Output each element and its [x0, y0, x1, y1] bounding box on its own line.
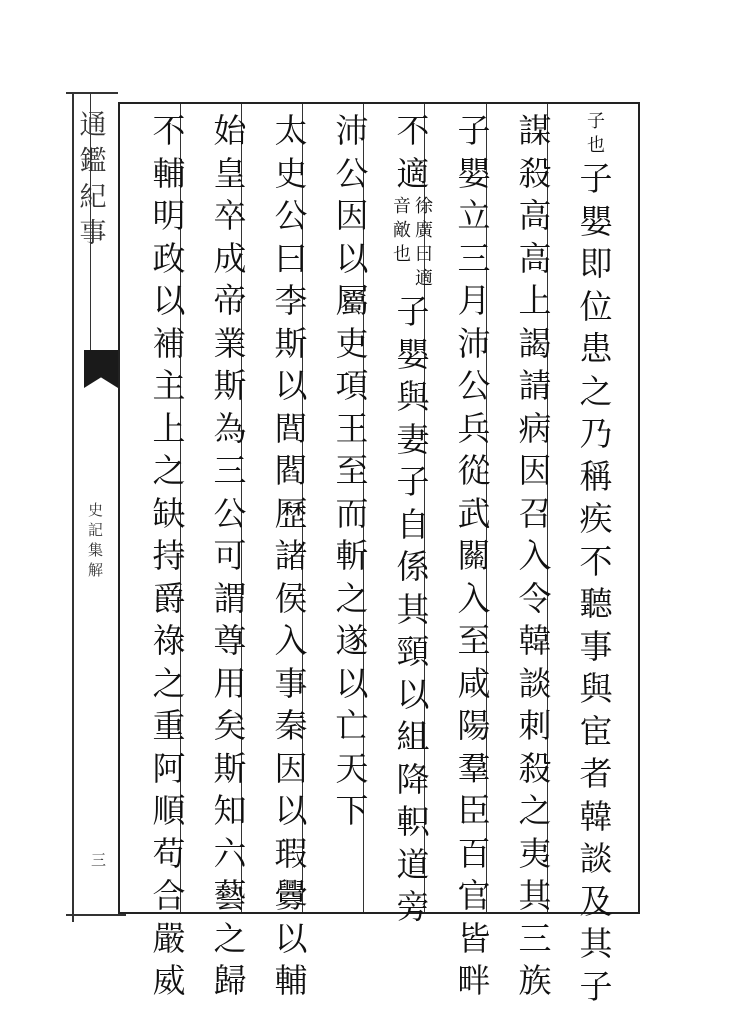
text-char: 閭	[274, 408, 308, 448]
text-char: 談	[579, 839, 613, 878]
text-char: 兵	[457, 408, 491, 448]
text-char: 嬰	[396, 334, 430, 374]
text-char: 子	[457, 111, 491, 150]
text-char: 集	[88, 541, 104, 559]
text-char: 而	[335, 493, 369, 533]
text-char: 族	[518, 961, 552, 1000]
annotation	[585, 110, 607, 158]
text-char: 因	[335, 196, 369, 235]
text-char: 政	[152, 238, 186, 278]
text-char: 乃	[579, 414, 613, 453]
margin-section-label	[88, 500, 103, 580]
text-char: 斯	[274, 323, 308, 363]
text-char: 聽	[579, 584, 613, 623]
text-char: 子	[579, 159, 613, 198]
text-char: 召	[518, 493, 552, 533]
text-char: 阿	[152, 748, 186, 788]
text-char: 及	[579, 881, 613, 921]
text-char: 祿	[152, 621, 186, 660]
text-char: 官	[457, 876, 491, 915]
text-char: 之	[152, 663, 186, 703]
text-frame	[118, 102, 640, 914]
text-char: 以	[274, 918, 308, 958]
text-char: 謂	[213, 578, 247, 618]
text-char: 軹	[396, 802, 430, 841]
annotation-left	[391, 195, 413, 291]
text-char: 之	[152, 451, 186, 490]
text-char: 咸	[457, 663, 491, 703]
text-char: 帝	[213, 281, 247, 320]
text-char: 立	[457, 196, 491, 235]
text-char: 係	[396, 547, 430, 586]
annotation	[391, 195, 435, 291]
text-char: 天	[335, 748, 369, 788]
text-char: 與	[579, 669, 613, 708]
text-char: 侯	[274, 578, 308, 618]
text-char: 事	[579, 626, 613, 666]
text-char: 主	[152, 366, 186, 405]
text-char: 屬	[335, 281, 369, 320]
text-char: 即	[579, 244, 613, 283]
text-column-6	[267, 110, 315, 1000]
text-char: 順	[152, 791, 186, 830]
text-char: 以	[152, 281, 186, 320]
text-char: 重	[152, 706, 186, 745]
text-column-3	[450, 110, 498, 1000]
text-char: 自	[396, 504, 430, 544]
text-char: 之	[335, 578, 369, 618]
text-column-7	[206, 110, 254, 1000]
text-char: 謁	[518, 323, 552, 363]
text-char: 至	[335, 451, 369, 490]
text-char: 之	[213, 918, 247, 958]
text-char: 皇	[213, 153, 247, 193]
text-char: 子	[396, 462, 430, 501]
text-char: 令	[518, 578, 552, 618]
text-char: 因	[518, 451, 552, 490]
text-char: 頸	[396, 632, 430, 671]
text-char: 月	[457, 281, 491, 320]
text-char: 組	[396, 717, 430, 756]
text-char: 關	[457, 536, 491, 575]
text-char: 其	[518, 876, 552, 915]
text-char: 斬	[335, 536, 369, 575]
text-char: 三	[213, 451, 247, 490]
text-char: 李	[274, 281, 308, 320]
text-char: 王	[335, 408, 369, 448]
text-char: 降	[396, 759, 430, 799]
annotation-text	[585, 110, 607, 158]
margin-bottom-rule	[66, 914, 126, 916]
text-char: 補	[152, 323, 186, 363]
text-char: 以	[274, 791, 308, 830]
text-char: 解	[88, 561, 104, 579]
text-char: 羣	[457, 748, 491, 788]
text-char: 史	[88, 501, 104, 519]
text-char: 藝	[213, 876, 247, 915]
text-char: 為	[213, 408, 247, 448]
column-text-rest	[391, 291, 435, 929]
text-char: 高	[518, 196, 552, 235]
text-char: 妻	[396, 419, 430, 459]
page-number: 三	[89, 852, 107, 867]
text-char: 用	[213, 663, 247, 703]
text-char: 史	[274, 153, 308, 193]
annotation-char: 也	[587, 135, 605, 156]
text-char: 不	[579, 541, 613, 581]
text-char: 位	[579, 286, 613, 326]
text-char: 畔	[457, 961, 491, 1000]
text-char: 其	[579, 924, 613, 963]
text-char: 沛	[457, 323, 491, 363]
text-char: 嚴	[152, 918, 186, 958]
text-char: 公	[335, 153, 369, 193]
text-char: 遂	[335, 621, 369, 660]
text-char: 公	[274, 196, 308, 235]
text-char: 入	[457, 578, 491, 618]
text-char: 閻	[274, 451, 308, 490]
text-char: 殺	[518, 748, 552, 788]
text-char: 矣	[213, 706, 247, 745]
text-column-5	[328, 110, 376, 910]
text-char: 嬰	[457, 153, 491, 193]
text-char: 之	[579, 371, 613, 411]
text-char: 適	[396, 153, 430, 193]
text-char: 曰	[274, 238, 308, 278]
text-char: 記	[88, 521, 104, 539]
text-char: 因	[274, 748, 308, 788]
fishtail-mark-icon	[84, 350, 118, 388]
text-column-1	[572, 110, 620, 1006]
text-char: 宦	[579, 711, 613, 751]
text-char: 合	[152, 876, 186, 915]
text-char: 項	[335, 366, 369, 405]
text-char: 刺	[518, 706, 552, 745]
text-char: 秦	[274, 706, 308, 745]
text-column-2	[511, 110, 559, 1000]
text-char: 韓	[579, 796, 613, 836]
text-char: 殺	[518, 153, 552, 193]
text-char: 以	[335, 238, 369, 278]
text-char: 公	[213, 493, 247, 533]
text-char: 歸	[213, 961, 247, 1000]
text-char: 斯	[213, 748, 247, 788]
text-char: 上	[518, 281, 552, 320]
text-char: 道	[396, 844, 430, 884]
text-char: 紀	[79, 182, 107, 213]
text-char: 可	[213, 536, 247, 575]
text-char: 至	[457, 621, 491, 660]
text-char: 歷	[274, 493, 308, 533]
text-char: 子	[579, 966, 613, 1006]
text-char: 輔	[274, 961, 308, 1000]
text-char: 下	[335, 791, 369, 830]
text-char: 通	[79, 110, 107, 141]
annotation-char: 徐	[415, 196, 433, 217]
text-char: 成	[213, 238, 247, 278]
annotation-char: 音	[393, 196, 411, 217]
text-char: 病	[518, 408, 552, 448]
text-char: 不	[396, 111, 430, 150]
text-char: 臣	[457, 791, 491, 830]
text-char: 其	[396, 589, 430, 629]
text-char: 武	[457, 493, 491, 533]
text-char: 瑕	[274, 833, 308, 873]
text-char: 斯	[213, 366, 247, 405]
text-char: 上	[152, 408, 186, 448]
annotation-char: 敵	[393, 220, 411, 241]
text-char: 缺	[152, 493, 186, 533]
text-column-8	[145, 110, 193, 1000]
text-char: 事	[274, 663, 308, 703]
text-char: 沛	[335, 111, 369, 150]
text-char: 之	[518, 791, 552, 830]
text-char: 以	[274, 366, 308, 405]
text-char: 請	[518, 366, 552, 405]
text-char: 皆	[457, 918, 491, 958]
text-char: 亡	[335, 706, 369, 745]
text-char: 者	[579, 754, 613, 793]
annotation-char: 曰	[415, 244, 433, 265]
text-char: 夷	[518, 833, 552, 873]
text-char: 子	[396, 292, 430, 331]
text-char: 談	[518, 663, 552, 703]
text-char: 不	[152, 111, 186, 150]
text-char: 韓	[518, 621, 552, 660]
text-char: 苟	[152, 833, 186, 873]
page-margin	[66, 92, 118, 922]
text-char: 以	[396, 674, 430, 714]
text-char: 稱	[579, 456, 613, 496]
text-char: 入	[518, 536, 552, 575]
text-char: 患	[579, 329, 613, 368]
text-char: 謀	[518, 111, 552, 150]
text-char: 爵	[152, 578, 186, 618]
text-char: 六	[213, 833, 247, 873]
text-char: 三	[457, 238, 491, 278]
text-char: 公	[457, 366, 491, 405]
text-char: 明	[152, 196, 186, 235]
margin-edge-rule	[72, 92, 74, 922]
text-char: 知	[213, 791, 247, 830]
text-char: 旁	[396, 887, 430, 926]
text-char: 嬰	[579, 201, 613, 241]
text-char: 卒	[213, 196, 247, 235]
text-char: 業	[213, 323, 247, 363]
text-column-4	[389, 110, 437, 926]
text-char: 以	[335, 663, 369, 703]
text-char: 疾	[579, 499, 613, 538]
text-char: 從	[457, 451, 491, 490]
text-char: 釁	[274, 876, 308, 915]
annotation-char: 廣	[415, 220, 433, 241]
text-char: 諸	[274, 536, 308, 575]
text-char: 吏	[335, 323, 369, 363]
text-char: 陽	[457, 706, 491, 745]
text-char: 太	[274, 111, 308, 150]
annotation-char: 也	[393, 244, 411, 265]
text-char: 與	[396, 377, 430, 416]
annotation-right	[413, 195, 435, 291]
column-text	[574, 158, 618, 1008]
text-char: 百	[457, 833, 491, 873]
text-char: 輔	[152, 153, 186, 193]
text-char: 威	[152, 961, 186, 1000]
margin-title	[78, 108, 108, 252]
column-text-top	[391, 110, 435, 195]
annotation-char: 適	[415, 268, 433, 289]
text-char: 高	[518, 238, 552, 278]
text-char: 尊	[213, 621, 247, 660]
annotation-char: 子	[587, 111, 605, 132]
text-char: 事	[79, 218, 107, 249]
text-char: 持	[152, 536, 186, 575]
text-char: 三	[518, 918, 552, 958]
text-char: 鑑	[79, 146, 107, 177]
text-char: 始	[213, 111, 247, 150]
text-char: 入	[274, 621, 308, 660]
